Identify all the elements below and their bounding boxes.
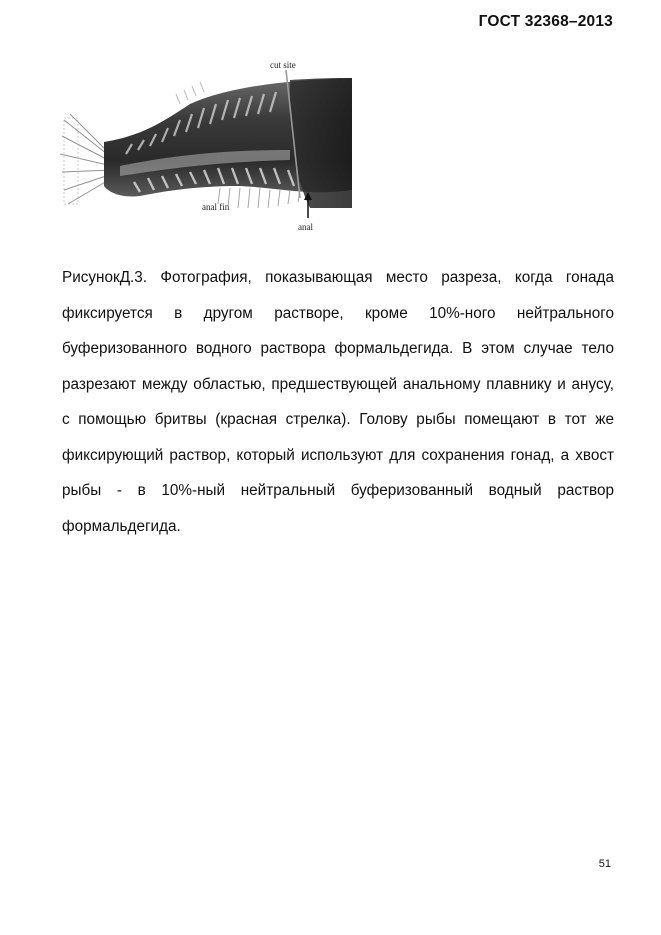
page-number: 51 <box>598 858 611 870</box>
figure-label-anal-fin: anal fin <box>202 202 230 212</box>
fish-photo-figure <box>60 58 352 234</box>
anal-fin <box>218 188 300 208</box>
figure-label-cut-site: cut site <box>270 60 296 70</box>
document-standard-number: ГОСТ 32368–2013 <box>478 13 613 30</box>
figure-label-anal: anal <box>298 222 313 232</box>
fish-photo <box>60 58 352 234</box>
figure-caption: РисунокД.3. Фотография, показывающая место разреза, когда гонада фиксируется в другом растворе, кроме 10%-ного нейтрального буферизованного водного раствора формальдегида. В этом случае тело разрезают между областью, предшествующей анальному плавнику и анусу, с помощью бритвы (красная стрелка). Голову рыбы помещают в тот же фиксирующий раствор, который используют для сохранения гонад, а хвост рыбы - в 10%-ный нейтральный буферизованный водный раствор формальдегида. <box>62 269 614 535</box>
